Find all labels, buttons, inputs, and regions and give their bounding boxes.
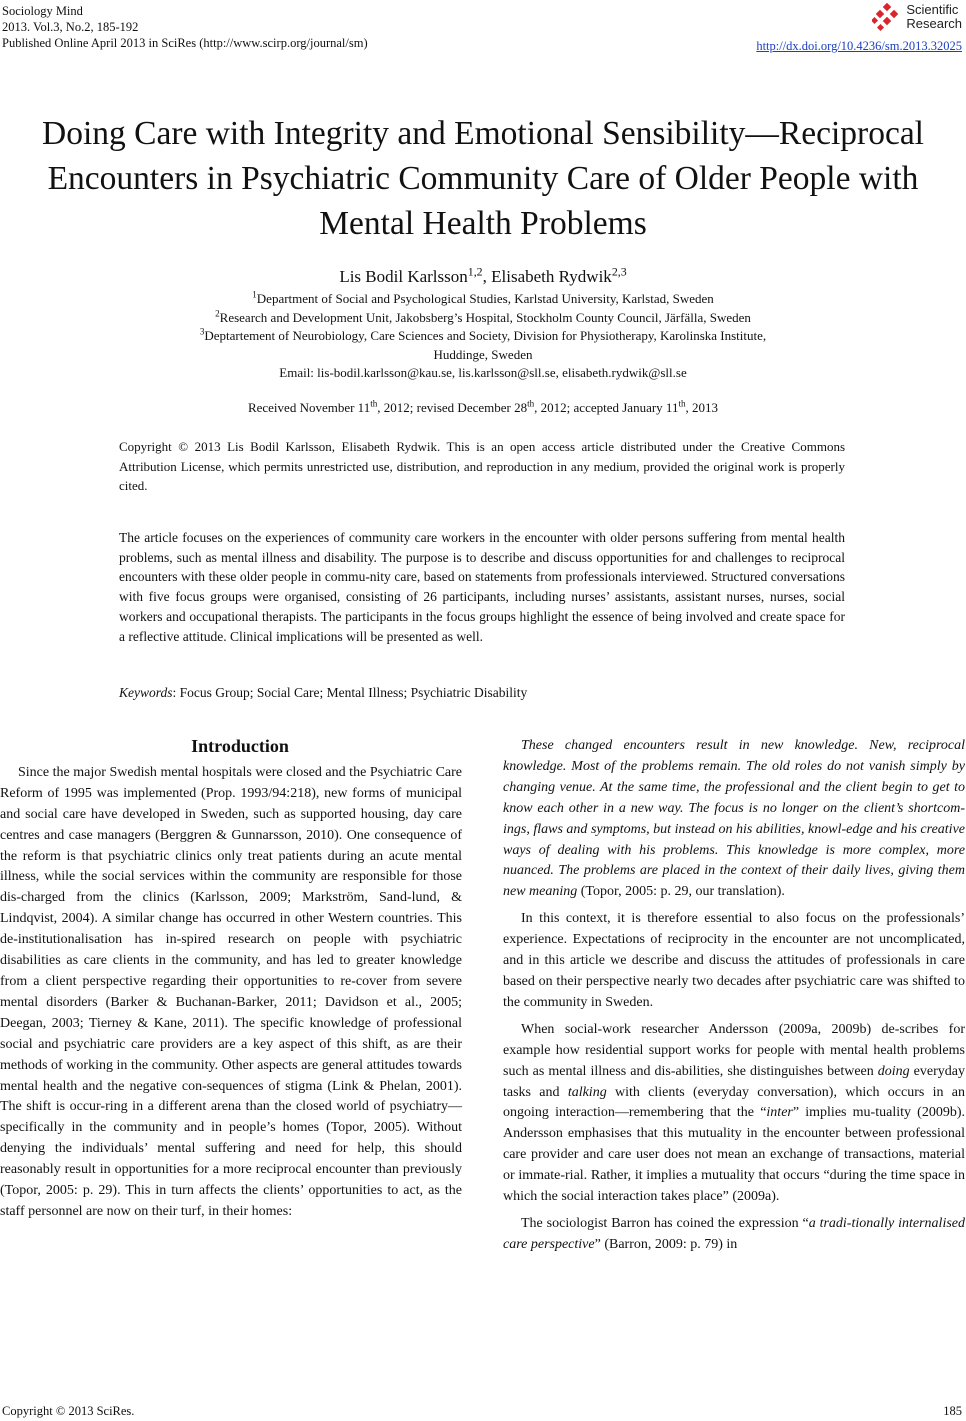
ordinal-sup: th <box>527 398 535 409</box>
page-number: 185 <box>943 1404 962 1418</box>
journal-volume: 2013. Vol.3, No.2, 185-192 <box>2 20 139 34</box>
body-paragraph: In this context, it is therefore essential to also focus on the professionals’ experience. Expectations of reciprocity in the encounter are not uncomplicated, and in this article we describe and discuss the attitudes of professionals in care based on their perspective nearly two decades after psychiatric care was shifted to the community in Sweden. <box>503 911 965 1010</box>
title-line: Mental Health Problems <box>319 205 647 242</box>
text-run: The sociologist Barron has coined the expression “ <box>521 1215 809 1231</box>
logo-line-1: Scientific <box>906 2 959 17</box>
author-name: Elisabeth Rydwik <box>491 267 612 286</box>
author-name: Lis Bodil Karlsson <box>339 267 468 286</box>
body-paragraph: Since the major Swedish mental hospitals were closed and the Psychiatric Care Reform of 1995 was implemented (Prop. 1993/94:218), new forms of municipal and social care have developed in Sweden, such as supported housing, day care centres and case managers (Berggren & Gunnarsson, 2010). One consequence of the reform is that psychiatric clinics only treat patients during an acute mental illness, while the social services within the community are responsible for those dis-charged from the clinics (Karlsson, 2009; Markström, Sand-lund, & Lindqvist, 2004). A similar change has occurred in other Western countries. This de-institutionalisation has in-spired research on people with psychiatric disabilities as care clients in the community, and has led to greater knowledge from a client perspective regarding their opportunities to re-cover from severe mental disorders (Barker & Buchanan-Barker, 2011; Davidson et al., 2005; Deegan, 2003; Tierney & Kane, 2011). The specific knowledge of professional social and psychiatric care providers are a key aspect of this shift, as are their methods of working in the community. Other aspects are general attitudes towards mental health and the negative con-sequences of stigma (Link & Phelan, 2001). The shift is occur-ring in a different arena than the closed world of psychiatry—specifically in the community and in people’s homes (Topor, 2005). Without denying the individuals’ mental suffering and need for help, this should reasonably result in opportunities for a more reciprocal encounter than previously (Topor, 2005: p. 29). This in turn affects the clients’ opportunities to act, as the staff personnel are now on their turf, in their homes: <box>0 764 462 1219</box>
body-paragraph <box>503 1020 965 1208</box>
author-affil-sup: 1,2 <box>467 264 483 279</box>
author-list <box>0 264 966 287</box>
affil-text: Research and Development Unit, Jakobsberg’s Hospital, Stockholm County Council, Järfälla, Sweden <box>219 309 751 325</box>
left-column <box>0 736 462 1229</box>
affil-text: Department of Social and Psychological Studies, Karlstad University, Karlstad, Sweden <box>256 291 714 306</box>
logo-line-2: Research <box>906 16 962 31</box>
text-run: ” (Barron, 2009: p. 79) in <box>594 1236 738 1252</box>
emphasis: a tradi-tionally internalised care perspective <box>503 1215 966 1252</box>
logo-text <box>906 3 962 31</box>
affil-sup: 2 <box>215 308 220 319</box>
affil-text: Huddinge, Sweden <box>433 346 533 362</box>
copyright-notice: Copyright © 2013 Lis Bodil Karlsson, Elisabeth Rydwik. This is an open access article distributed under the Creative Commons Attribution License, which permits unrestricted use, distribution, and reproduction in any medium, provided the original work is properly cited. <box>119 439 845 494</box>
journal-name: Sociology Mind <box>2 4 83 18</box>
affil-sup: 1 <box>252 289 257 300</box>
keywords-text: : Focus Group; Social Care; Mental Illness; Psychiatric Disability <box>172 685 528 700</box>
affiliation <box>0 290 966 309</box>
emphasis: talking <box>567 1084 607 1100</box>
title-line: Doing Care with Integrity and Emotional Sensibility—Reciprocal <box>42 115 924 152</box>
publisher-header <box>756 3 962 54</box>
block-quote <box>503 736 965 903</box>
email-line: Email: lis-bodil.karlsson@kau.se, lis.karlsson@sll.se, elisabeth.rydwik@sll.se <box>279 365 687 380</box>
publisher-logo <box>756 3 962 33</box>
doi-link[interactable]: http://dx.doi.org/10.4236/sm.2013.32025 <box>756 39 962 53</box>
body-paragraph <box>503 1214 965 1256</box>
text-run: with clients (everyday conversation), which occurs in an ongoing interaction—remembering that the “ <box>503 1084 966 1121</box>
emphasis: inter <box>766 1105 793 1121</box>
journal-published: Published Online April 2013 in SciRes (http://www.scirp.org/journal/sm) <box>2 36 368 50</box>
text-run: When social-work researcher Andersson (2009a, 2009b) de-scribes for example how residential support works for people with mental health problems such as mental illness and dis-abilities, she distinguishes between <box>503 1021 965 1079</box>
revised-text: , 2012; revised December 28 <box>377 400 528 415</box>
received-dates <box>0 400 966 416</box>
affil-text: Deptartement of Neurobiology, Care Sciences and Society, Division for Physiotherapy, Karolinska Institute, <box>204 328 767 343</box>
journal-header <box>2 3 368 51</box>
affiliations <box>0 290 966 383</box>
title-line: Encounters in Psychiatric Community Care of Older People with <box>47 160 919 197</box>
affiliation <box>0 309 966 328</box>
footer-copyright: Copyright © 2013 SciRes. <box>2 1404 135 1418</box>
emphasis: doing <box>877 1063 910 1079</box>
year-text: , 2013 <box>685 400 719 415</box>
article-title <box>0 111 966 246</box>
keywords-label: Keywords <box>119 685 173 700</box>
affiliation <box>0 327 966 346</box>
right-column <box>503 736 965 1262</box>
ordinal-sup: th <box>370 398 378 409</box>
keywords <box>119 685 845 701</box>
text-run: ” implies mu-tuality (2009b). Andersson emphasises that this mutuality in the encounter between professional care provider and care user does not mean an exchange of transactions, material or immate-rial. Rather, it implies a mutuality that occurs “during the time space in which the social interaction takes place” (2009a). <box>503 1105 965 1205</box>
text-run: everyday tasks and <box>503 1063 965 1100</box>
received-text: Received November 11 <box>247 400 371 415</box>
quote-text: These changed encounters result in new knowledge. New, reciprocal knowledge. Most of the problems remain. The old roles do not vanish simply by changing venue. At the same time, the professional and the client begin to get to know each other in a new way. The focus is no longer on the client’s shortcom-ings, flaws and symptoms, but instead on his abilities, knowl-edge and his creative ways of dealing with his problems. This knowledge is more complex, more nuanced. The problems are placed in the context of their daily lives, giving them new meaning <box>503 738 965 900</box>
author-separator: , <box>482 267 492 286</box>
abstract: The article focuses on the experiences of community care workers in the encounter with older persons suffering from mental health problems, such as mental illness and disability. The purpose is to describe and discuss opportunities for and challenges to reciprocal encounters with these older people in commu-nity care, based on statements from professionals interviewed. Structured conversations with five focus groups were organised, consisting of 26 participants, including nurses’ assistants, assistant nurses, nurses, social workers and occupational therapists. The participants in the focus groups highlight the essence of being involved and create space for a reflective attitude. Clinical implications will be presented as well. <box>119 530 845 644</box>
quote-citation: (Topor, 2005: p. 29, our translation). <box>577 884 785 900</box>
section-heading: Introduction <box>191 736 289 756</box>
ordinal-sup: th <box>678 398 686 409</box>
scientific-research-logo-icon <box>872 3 902 33</box>
affiliation <box>0 346 966 365</box>
author-affil-sup: 2,3 <box>611 264 627 279</box>
accepted-text: , 2012; accepted January 11 <box>534 400 679 415</box>
affil-sup: 3 <box>199 326 205 337</box>
